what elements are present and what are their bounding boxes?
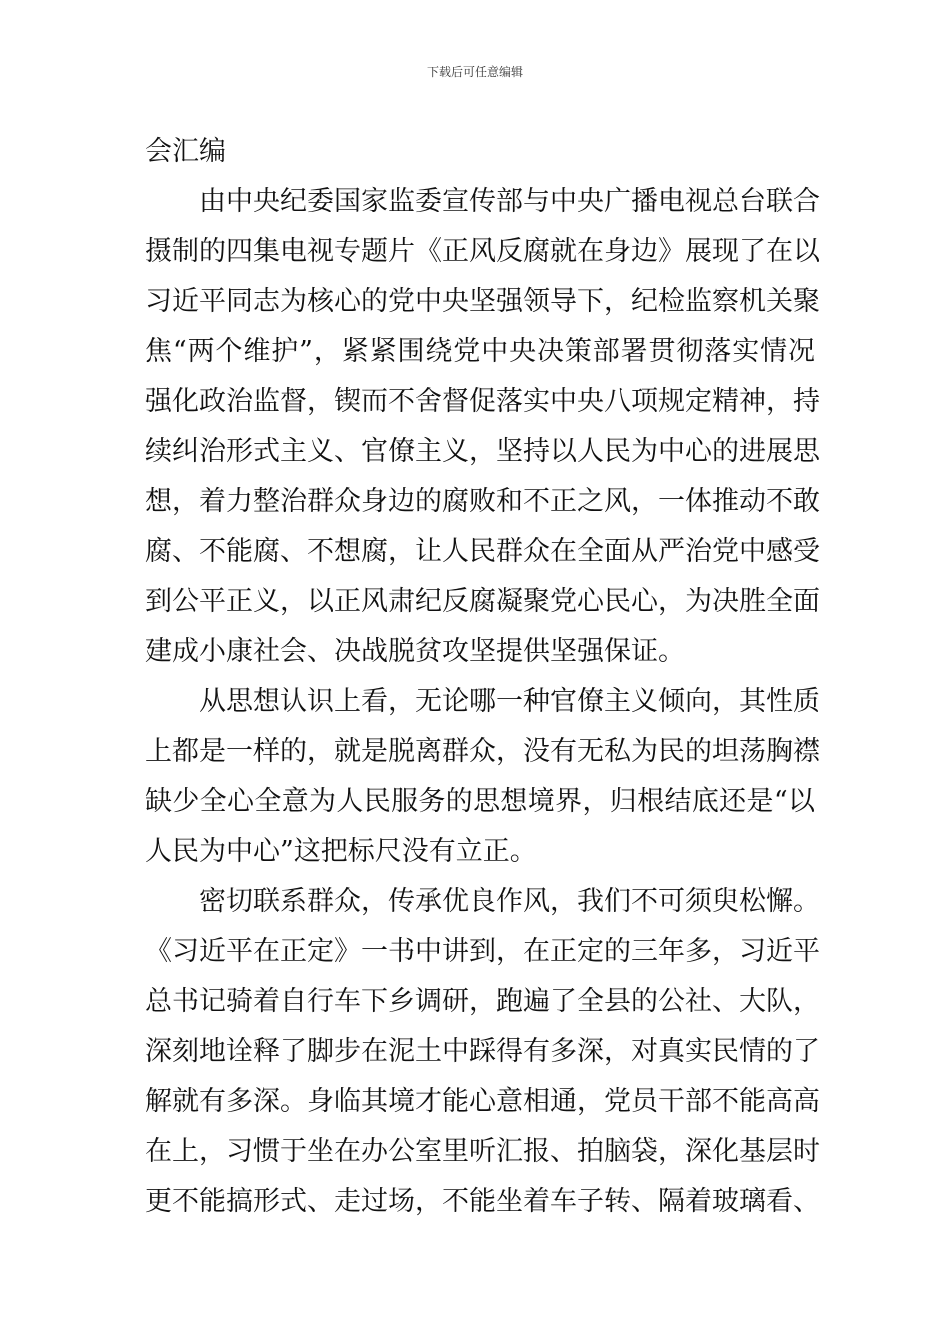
text-line: 续纠治形式主义、官僚主义，坚持以人民为中心的进展思: [145, 436, 820, 467]
page-header: 下载后可任意编辑: [426, 65, 523, 79]
text-line: 上都是一样的，就是脱离群众，没有无私为民的坦荡胸襟: [145, 736, 820, 767]
text-line: 习近平同志为核心的党中央坚强领导下，纪检监察机关聚: [145, 286, 820, 317]
text-line: 在上，习惯于坐在办公室里听汇报、拍脑袋，深化基层时: [145, 1136, 820, 1167]
text-line: 强化政治监督，锲而不舍督促落实中央八项规定精神，持: [145, 386, 820, 417]
text-line: 由中央纪委国家监委宣传部与中央广播电视总台联合: [199, 186, 820, 217]
text-line: 人民为中心”这把标尺没有立正。: [145, 836, 537, 867]
text-line: 想，着力整治群众身边的腐败和不正之风，一体推动不敢: [145, 486, 820, 517]
body-text: [145, 127, 820, 1227]
text-line: 《习近平在正定》一书中讲到，在正定的三年多，习近平: [145, 936, 820, 967]
text-line: 从思想认识上看，无论哪一种官僚主义倾向，其性质: [199, 686, 820, 717]
text-line: 到公平正义，以正风肃纪反腐凝聚党心民心，为决胜全面: [145, 586, 820, 617]
text-line: 建成小康社会、决战脱贫攻坚提供坚强保证。: [145, 636, 685, 667]
text-line: 会汇编: [145, 136, 226, 167]
text-line: 焦“两个维护”，紧紧围绕党中央决策部署贯彻落实情况: [145, 336, 815, 367]
text-line: 密切联系群众，传承优良作风，我们不可须臾松懈。: [199, 886, 820, 917]
text-line: 摄制的四集电视专题片《正风反腐就在身边》展现了在以: [145, 236, 820, 267]
text-line: 缺少全心全意为人民服务的思想境界，归根结底还是“以: [145, 786, 815, 817]
text-line: 深刻地诠释了脚步在泥土中踩得有多深，对真实民情的了: [145, 1036, 820, 1067]
text-line: 更不能搞形式、走过场，不能坐着车子转、隔着玻璃看、: [145, 1186, 820, 1217]
text-line: 总书记骑着自行车下乡调研，跑遍了全县的公社、大队，: [145, 986, 820, 1017]
text-line: 解就有多深。身临其境才能心意相通，党员干部不能高高: [145, 1086, 820, 1117]
text-line: 腐、不能腐、不想腐，让人民群众在全面从严治党中感受: [145, 536, 820, 567]
